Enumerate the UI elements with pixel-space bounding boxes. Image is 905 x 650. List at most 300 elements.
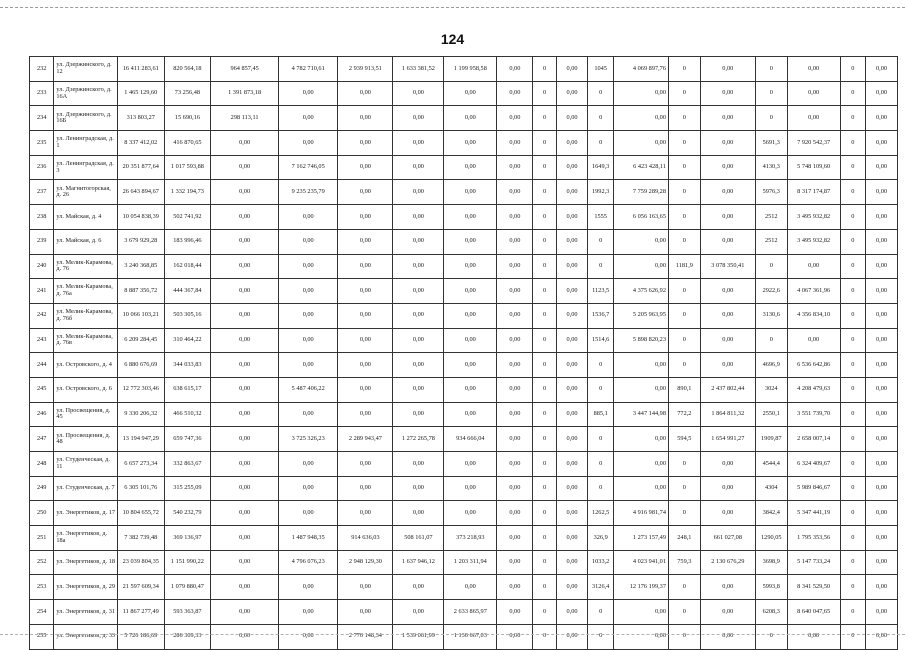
table-row [30, 254, 898, 279]
value-cell: 0,00 [338, 402, 393, 427]
value-cell: 0,00 [279, 106, 338, 131]
value-cell: 5976,3 [755, 180, 787, 205]
value-cell: 0,00 [211, 452, 279, 477]
value-cell: 1 391 873,18 [211, 81, 279, 106]
value-cell: 0,00 [279, 81, 338, 106]
row-number: 246 [30, 402, 54, 427]
row-number: 243 [30, 328, 54, 353]
value-cell: 0,00 [497, 155, 533, 180]
value-cell: 0 [533, 131, 556, 156]
value-cell: 0,00 [866, 427, 898, 452]
value-cell: 5 748 109,60 [787, 155, 840, 180]
value-cell: 3698,9 [755, 550, 787, 575]
value-cell: 3 495 932,82 [787, 229, 840, 254]
value-cell: 5 487 406,22 [279, 377, 338, 402]
value-cell: 0,00 [556, 624, 588, 649]
row-number: 235 [30, 131, 54, 156]
value-cell: 0 [588, 427, 613, 452]
value-cell: 0,00 [613, 377, 668, 402]
value-cell: 0,00 [211, 550, 279, 575]
value-cell: 0,00 [700, 476, 755, 501]
value-cell: 0,00 [613, 106, 668, 131]
value-cell: 1 273 157,49 [613, 526, 668, 551]
value-cell: 6 880 676,69 [117, 353, 164, 378]
row-number: 245 [30, 377, 54, 402]
value-cell: 1555 [588, 205, 613, 230]
value-cell: 13 194 947,29 [117, 427, 164, 452]
value-cell: 0,00 [497, 624, 533, 649]
value-cell: 0,00 [497, 205, 533, 230]
value-cell: 0 [668, 106, 700, 131]
value-cell: 1033,2 [588, 550, 613, 575]
value-cell: 26 643 894,67 [117, 180, 164, 205]
address-cell: ул. Студенческая, д. 7 [54, 476, 118, 501]
value-cell: 0,00 [497, 600, 533, 625]
value-cell: 8 341 529,50 [787, 575, 840, 600]
value-cell: 0,00 [211, 229, 279, 254]
value-cell: 0,00 [866, 57, 898, 82]
value-cell: 1 199 958,58 [444, 57, 497, 82]
row-number: 241 [30, 279, 54, 304]
value-cell: 0,00 [556, 476, 588, 501]
value-cell: 6 423 428,11 [613, 155, 668, 180]
value-cell: 0,00 [393, 155, 444, 180]
row-number: 236 [30, 155, 54, 180]
value-cell: 772,2 [668, 402, 700, 427]
value-cell: 0,00 [444, 155, 497, 180]
value-cell: 10 066 103,21 [117, 303, 164, 328]
table-row [30, 131, 898, 156]
value-cell: 0,00 [211, 476, 279, 501]
value-cell: 0,00 [866, 205, 898, 230]
value-cell: 2922,6 [755, 279, 787, 304]
value-cell: 3 725 326,23 [279, 427, 338, 452]
table-row [30, 57, 898, 82]
value-cell: 0,00 [444, 229, 497, 254]
value-cell: 0,00 [866, 279, 898, 304]
value-cell: 0 [533, 501, 556, 526]
value-cell: 4 356 834,10 [787, 303, 840, 328]
row-number: 232 [30, 57, 54, 82]
value-cell: 914 636,03 [338, 526, 393, 551]
value-cell: 73 256,48 [164, 81, 211, 106]
value-cell: 0 [840, 205, 865, 230]
table-row [30, 624, 898, 649]
value-cell: 0,00 [497, 254, 533, 279]
value-cell: 0,00 [393, 229, 444, 254]
value-cell: 2 289 943,47 [338, 427, 393, 452]
value-cell: 2550,1 [755, 402, 787, 427]
value-cell: 12 772 303,46 [117, 377, 164, 402]
value-cell: 0,00 [444, 303, 497, 328]
value-cell: 0,00 [211, 575, 279, 600]
value-cell: 0,00 [700, 303, 755, 328]
value-cell: 638 615,17 [164, 377, 211, 402]
value-cell: 0,00 [866, 402, 898, 427]
value-cell: 659 747,36 [164, 427, 211, 452]
value-cell: 2 437 802,44 [700, 377, 755, 402]
value-cell: 890,1 [668, 377, 700, 402]
value-cell: 5 147 733,24 [787, 550, 840, 575]
value-cell: 0,00 [613, 624, 668, 649]
value-cell: 0 [668, 205, 700, 230]
value-cell: 1 332 194,73 [164, 180, 211, 205]
value-cell: 0,00 [700, 452, 755, 477]
row-number: 252 [30, 550, 54, 575]
value-cell: 0,00 [211, 526, 279, 551]
value-cell: 0,00 [393, 501, 444, 526]
value-cell: 0 [840, 377, 865, 402]
row-number: 254 [30, 600, 54, 625]
value-cell: 0,00 [556, 205, 588, 230]
value-cell: 162 018,44 [164, 254, 211, 279]
value-cell: 2 948 129,30 [338, 550, 393, 575]
address-cell: ул. Мелик-Карамова, д. 76в [54, 328, 118, 353]
value-cell: 1181,9 [668, 254, 700, 279]
value-cell: 0 [755, 624, 787, 649]
address-cell: ул. Просвещения, д. 48 [54, 427, 118, 452]
value-cell: 0,00 [338, 452, 393, 477]
value-cell: 1 539 061,99 [393, 624, 444, 649]
value-cell: 0,00 [279, 205, 338, 230]
value-cell: 21 597 609,34 [117, 575, 164, 600]
value-cell: 0 [840, 279, 865, 304]
value-cell: 0,00 [444, 402, 497, 427]
value-cell: 0,00 [556, 254, 588, 279]
value-cell: 0,00 [279, 501, 338, 526]
value-cell: 0 [840, 452, 865, 477]
value-cell: 3126,4 [588, 575, 613, 600]
row-number: 242 [30, 303, 54, 328]
value-cell: 1 864 811,32 [700, 402, 755, 427]
value-cell: 0,00 [497, 57, 533, 82]
value-cell: 0,00 [279, 452, 338, 477]
value-cell: 1 130 667,03 [444, 624, 497, 649]
value-cell: 0,00 [700, 229, 755, 254]
value-cell: 0,00 [700, 180, 755, 205]
value-cell: 1 203 311,94 [444, 550, 497, 575]
table-row [30, 303, 898, 328]
value-cell: 0,00 [866, 229, 898, 254]
value-cell: 1649,3 [588, 155, 613, 180]
value-cell: 0,00 [279, 353, 338, 378]
value-cell: 0,00 [338, 353, 393, 378]
value-cell: 0,00 [279, 476, 338, 501]
value-cell: 0,00 [700, 155, 755, 180]
value-cell: 0,00 [279, 624, 338, 649]
value-cell: 0 [588, 81, 613, 106]
value-cell: 0,00 [787, 328, 840, 353]
value-cell: 594,5 [668, 427, 700, 452]
value-cell: 0 [668, 57, 700, 82]
value-cell: 820 564,18 [164, 57, 211, 82]
value-cell: 2 658 007,14 [787, 427, 840, 452]
value-cell: 2 939 913,51 [338, 57, 393, 82]
value-cell: 6 209 284,45 [117, 328, 164, 353]
value-cell: 0,00 [393, 575, 444, 600]
value-cell: 4 375 626,92 [613, 279, 668, 304]
table-row [30, 501, 898, 526]
value-cell: 0,00 [866, 303, 898, 328]
value-cell: 0 [840, 328, 865, 353]
value-cell: 4 782 710,61 [279, 57, 338, 82]
value-cell: 0 [840, 402, 865, 427]
value-cell: 0 [668, 501, 700, 526]
value-cell: 0,00 [700, 279, 755, 304]
value-cell: 593 363,87 [164, 600, 211, 625]
row-number: 237 [30, 180, 54, 205]
value-cell: 0,00 [866, 353, 898, 378]
value-cell: 0 [668, 81, 700, 106]
value-cell: 0,00 [279, 303, 338, 328]
value-cell: 1 633 381,52 [393, 57, 444, 82]
row-number: 253 [30, 575, 54, 600]
value-cell: 0,00 [338, 600, 393, 625]
value-cell: 0,00 [338, 106, 393, 131]
table-row [30, 279, 898, 304]
value-cell: 0,00 [444, 501, 497, 526]
value-cell: 373 218,93 [444, 526, 497, 551]
scan-edge-top [0, 7, 905, 8]
value-cell: 0,00 [556, 600, 588, 625]
value-cell: 0 [533, 427, 556, 452]
value-cell: 0,00 [393, 600, 444, 625]
value-cell: 0,00 [787, 57, 840, 82]
value-cell: 4 796 076,23 [279, 550, 338, 575]
value-cell: 6 056 163,65 [613, 205, 668, 230]
value-cell: 0,00 [338, 279, 393, 304]
address-cell: ул. Мелик-Карамова, д. 76а [54, 279, 118, 304]
value-cell: 0 [840, 303, 865, 328]
value-cell: 0,00 [700, 575, 755, 600]
value-cell: 4 069 897,76 [613, 57, 668, 82]
value-cell: 315 255,09 [164, 476, 211, 501]
value-cell: 0,00 [444, 131, 497, 156]
value-cell: 0,00 [444, 452, 497, 477]
value-cell: 0,00 [556, 131, 588, 156]
value-cell: 0,00 [700, 131, 755, 156]
value-cell: 0 [755, 254, 787, 279]
value-cell: 0,00 [866, 180, 898, 205]
value-cell: 0 [668, 229, 700, 254]
row-number: 255 [30, 624, 54, 649]
value-cell: 7 920 542,37 [787, 131, 840, 156]
value-cell: 7 382 739,48 [117, 526, 164, 551]
value-cell: 1 017 593,88 [164, 155, 211, 180]
table-row [30, 205, 898, 230]
row-number: 240 [30, 254, 54, 279]
table-row [30, 600, 898, 625]
value-cell: 0,00 [211, 600, 279, 625]
value-cell: 332 863,67 [164, 452, 211, 477]
value-cell: 0,00 [444, 377, 497, 402]
value-cell: 0 [840, 624, 865, 649]
value-cell: 0,00 [279, 600, 338, 625]
value-cell: 0 [588, 600, 613, 625]
value-cell: 540 232,79 [164, 501, 211, 526]
value-cell: 3 240 368,85 [117, 254, 164, 279]
value-cell: 0 [588, 131, 613, 156]
value-cell: 0 [588, 624, 613, 649]
value-cell: 5 898 820,23 [613, 328, 668, 353]
table-row [30, 476, 898, 501]
value-cell: 1 637 946,12 [393, 550, 444, 575]
value-cell: 0,00 [556, 427, 588, 452]
table-row [30, 106, 898, 131]
value-cell: 0,00 [556, 526, 588, 551]
value-cell: 0 [668, 180, 700, 205]
address-cell: ул. Просвещения, д. 45 [54, 402, 118, 427]
address-cell: ул. Майская, д. 4 [54, 205, 118, 230]
value-cell: 0 [840, 550, 865, 575]
value-cell: 0 [840, 131, 865, 156]
value-cell: 2 633 865,97 [444, 600, 497, 625]
value-cell: 0,00 [279, 575, 338, 600]
value-cell: 0,00 [866, 575, 898, 600]
address-cell: ул. Энергетиков, д. 18а [54, 526, 118, 551]
value-cell: 0 [533, 328, 556, 353]
value-cell: 0,00 [279, 254, 338, 279]
value-cell: 0,00 [444, 254, 497, 279]
value-cell: 5993,8 [755, 575, 787, 600]
value-cell: 5691,3 [755, 131, 787, 156]
value-cell: 0,00 [556, 402, 588, 427]
address-cell: ул. Энергетиков, д. 33 [54, 624, 118, 649]
value-cell: 0,00 [787, 624, 840, 649]
value-cell: 1 465 129,60 [117, 81, 164, 106]
value-cell: 0,00 [497, 131, 533, 156]
value-cell: 1909,87 [755, 427, 787, 452]
value-cell: 0,00 [700, 624, 755, 649]
value-cell: 0,00 [211, 155, 279, 180]
value-cell: 0,00 [613, 476, 668, 501]
value-cell: 0,00 [866, 476, 898, 501]
value-cell: 0,00 [444, 205, 497, 230]
value-cell: 0,00 [393, 180, 444, 205]
value-cell: 0,00 [338, 180, 393, 205]
value-cell: 326,9 [588, 526, 613, 551]
value-cell: 0,00 [787, 81, 840, 106]
value-cell: 759,3 [668, 550, 700, 575]
row-number: 238 [30, 205, 54, 230]
value-cell: 0,00 [497, 575, 533, 600]
value-cell: 0 [533, 624, 556, 649]
value-cell: 0,00 [393, 254, 444, 279]
value-cell: 0,00 [279, 131, 338, 156]
table-row [30, 402, 898, 427]
table-row [30, 229, 898, 254]
value-cell: 0,00 [211, 205, 279, 230]
value-cell: 2512 [755, 205, 787, 230]
value-cell: 0 [840, 106, 865, 131]
value-cell: 0,00 [556, 81, 588, 106]
value-cell: 0,00 [444, 106, 497, 131]
value-cell: 0 [533, 353, 556, 378]
address-cell: ул. Студенческая, д. 11 [54, 452, 118, 477]
value-cell: 0 [668, 575, 700, 600]
value-cell: 0,00 [700, 353, 755, 378]
value-cell: 0,00 [613, 131, 668, 156]
value-cell: 0 [533, 106, 556, 131]
value-cell: 466 510,32 [164, 402, 211, 427]
value-cell: 0,00 [613, 353, 668, 378]
value-cell: 0 [533, 377, 556, 402]
value-cell: 0,00 [497, 328, 533, 353]
value-cell: 0 [840, 476, 865, 501]
value-cell: 0,00 [393, 402, 444, 427]
value-cell: 2 770 148,34 [338, 624, 393, 649]
value-cell: 0,00 [497, 303, 533, 328]
address-cell: ул. Энергетиков, д. 29 [54, 575, 118, 600]
value-cell: 0,00 [444, 328, 497, 353]
value-cell: 0,00 [556, 279, 588, 304]
value-cell: 0,00 [787, 254, 840, 279]
address-cell: ул. Магнитогорская, д. 26 [54, 180, 118, 205]
value-cell: 0 [533, 476, 556, 501]
value-cell: 0 [840, 229, 865, 254]
value-cell: 0,00 [497, 229, 533, 254]
value-cell: 6 324 409,67 [787, 452, 840, 477]
value-cell: 1290,05 [755, 526, 787, 551]
table-row [30, 155, 898, 180]
address-cell: ул. Энергетиков, д. 17 [54, 501, 118, 526]
value-cell: 0,00 [211, 328, 279, 353]
value-cell: 4 067 361,96 [787, 279, 840, 304]
value-cell: 0 [533, 254, 556, 279]
address-cell: ул. Майская, д. 6 [54, 229, 118, 254]
value-cell: 0,00 [866, 600, 898, 625]
value-cell: 0,00 [556, 106, 588, 131]
address-cell: ул. Дзержинского, д. 12 [54, 57, 118, 82]
value-cell: 0 [840, 600, 865, 625]
value-cell: 0,00 [556, 377, 588, 402]
value-cell: 1262,5 [588, 501, 613, 526]
value-cell: 0,00 [497, 106, 533, 131]
value-cell: 0 [755, 328, 787, 353]
table-row [30, 353, 898, 378]
value-cell: 3130,6 [755, 303, 787, 328]
value-cell: 0,00 [279, 402, 338, 427]
address-cell: ул. Ленинградская, д. 3 [54, 155, 118, 180]
value-cell: 0 [840, 526, 865, 551]
value-cell: 0 [668, 600, 700, 625]
value-cell: 0,00 [211, 131, 279, 156]
value-cell: 0,00 [211, 427, 279, 452]
value-cell: 3 447 144,98 [613, 402, 668, 427]
value-cell: 248,1 [668, 526, 700, 551]
value-cell: 1992,3 [588, 180, 613, 205]
value-cell: 0,00 [211, 254, 279, 279]
value-cell: 1 151 990,22 [164, 550, 211, 575]
value-cell: 313 803,27 [117, 106, 164, 131]
value-cell: 0 [533, 303, 556, 328]
table-row [30, 427, 898, 452]
value-cell: 503 305,16 [164, 303, 211, 328]
value-cell: 0,00 [338, 377, 393, 402]
value-cell: 0,00 [497, 377, 533, 402]
value-cell: 0,00 [700, 81, 755, 106]
value-cell: 0 [588, 476, 613, 501]
value-cell: 5 989 846,67 [787, 476, 840, 501]
value-cell: 7 759 289,28 [613, 180, 668, 205]
value-cell: 4 916 981,74 [613, 501, 668, 526]
value-cell: 0,00 [497, 476, 533, 501]
row-number: 251 [30, 526, 54, 551]
row-number: 244 [30, 353, 54, 378]
value-cell: 0 [840, 353, 865, 378]
value-cell: 0,00 [866, 550, 898, 575]
table-row [30, 328, 898, 353]
